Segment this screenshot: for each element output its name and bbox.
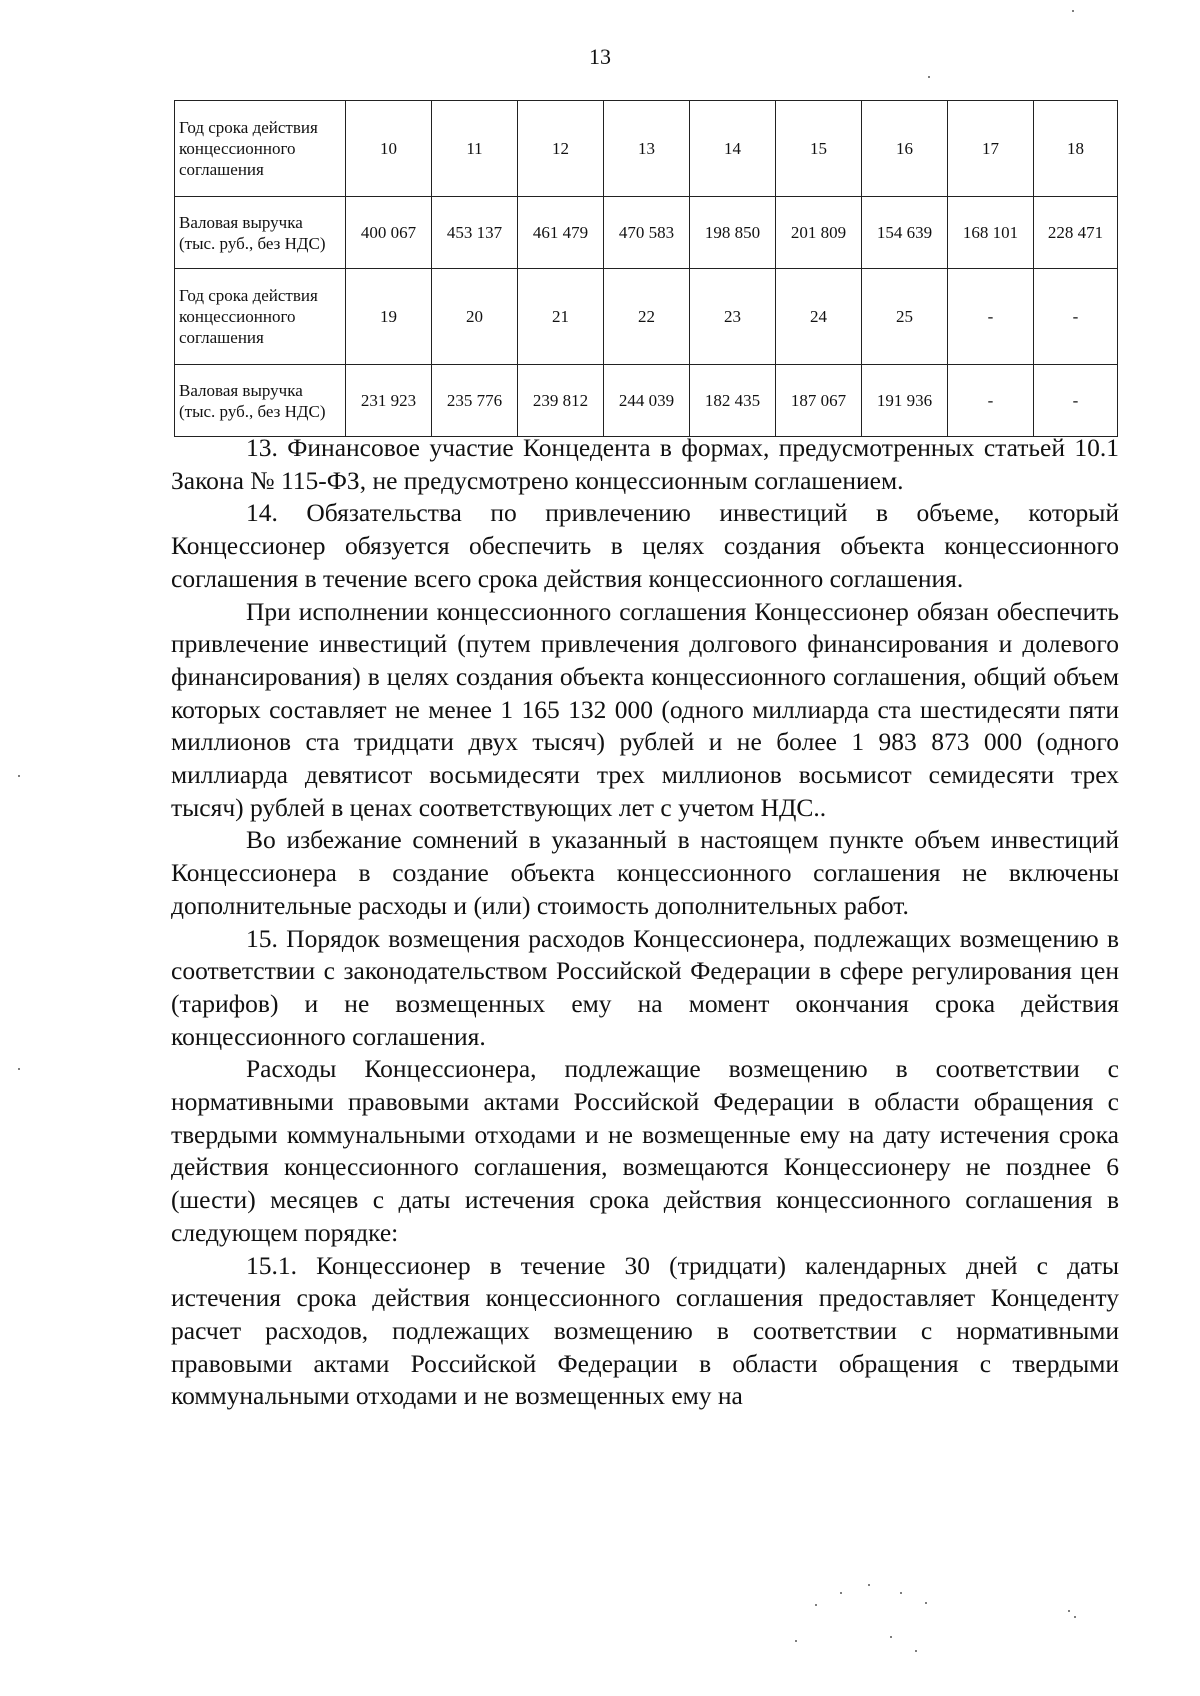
table-cell: 168 101 <box>948 197 1034 269</box>
table-cell: - <box>948 269 1034 365</box>
row-label-revenue: Валовая выручка (тыс. руб., без НДС) <box>175 365 346 437</box>
table-cell: 470 583 <box>604 197 690 269</box>
revenue-table <box>174 100 1118 437</box>
table-cell: 187 067 <box>776 365 862 437</box>
table-cell: 400 067 <box>346 197 432 269</box>
table-cell: 13 <box>604 101 690 197</box>
paragraph-13: 13. Финансовое участие Концедента в формах, предусмотренных статьей 10.1 Закона № 115-ФЗ, не предусмотрено концессионным соглашением. <box>171 433 1119 495</box>
paragraph-15: 15. Порядок возмещения расходов Концессионера, подлежащих возмещению в соответствии с законодательством Российской Федерации в сфере регулирования цен (тарифов) и не возмещенных ему на момент окончания срока действия концессионного соглашения. <box>171 923 1119 1051</box>
table-cell: 154 639 <box>862 197 948 269</box>
table-cell: - <box>948 365 1034 437</box>
table-cell: 22 <box>604 269 690 365</box>
paragraph-14: 14. Обязательства по привлечению инвестиций в объеме, который Концессионер обязуется обеспечить в целях создания объекта концессионного соглашения в течение всего срока действия концессионного соглашения. <box>171 498 1119 593</box>
table-row-revenue-1 <box>175 197 1118 269</box>
table-cell: 23 <box>690 269 776 365</box>
table-cell: 16 <box>862 101 948 197</box>
table-cell: 25 <box>862 269 948 365</box>
row-label-revenue: Валовая выручка (тыс. руб., без НДС) <box>175 197 346 269</box>
table-cell: 18 <box>1034 101 1118 197</box>
paragraph-expenses: Расходы Концессионера, подлежащие возмещению в соответствии с нормативными правовыми актами Российской Федерации в области обращения с твердыми коммунальными отходами и не возмещенные ему на дату истечения срока действия концессионного соглашения, возмещаются Концессионеру не позднее 6 (шести) месяцев с даты истечения срока действия концессионного соглашения в следующем порядке: <box>171 1054 1119 1247</box>
table-cell: 235 776 <box>432 365 518 437</box>
table-cell: 231 923 <box>346 365 432 437</box>
table-cell: 24 <box>776 269 862 365</box>
table-cell: 201 809 <box>776 197 862 269</box>
table-cell: 239 812 <box>518 365 604 437</box>
table-cell: 19 <box>346 269 432 365</box>
table-cell: 12 <box>518 101 604 197</box>
table-cell: 21 <box>518 269 604 365</box>
table-cell: 461 479 <box>518 197 604 269</box>
table-cell: - <box>1034 365 1118 437</box>
row-label-year: Год срока действия концессионного соглашения <box>175 269 346 365</box>
table-cell: 182 435 <box>690 365 776 437</box>
table-cell: - <box>1034 269 1118 365</box>
paragraph-exclusions: Во избежание сомнений в указанный в настоящем пункте объем инвестиций Концессионера в создание объекта концессионного соглашения не включены дополнительные расходы и (или) стоимость дополнительных работ. <box>171 825 1119 920</box>
paragraph-investments: При исполнении концессионного соглашения Концессионер обязан обеспечить привлечение инвестиций (путем привлечения долгового финансирования и долевого финансирования) в целях создания объекта концессионного соглашения, общий объем которых составляет не менее 1 165 132 000 (одного миллиарда ста шестидесяти пяти миллионов ста тридцати двух тысяч) рублей и не более 1 983 873 000 (одного миллиарда девятисот восьмидесяти трех миллионов восьмисот семидесяти трех тысяч) рублей в ценах соответствующих лет с учетом НДС.. <box>171 596 1119 822</box>
table-cell: 14 <box>690 101 776 197</box>
table-cell: 15 <box>776 101 862 197</box>
table-cell: 453 137 <box>432 197 518 269</box>
page-number: 13 <box>589 44 611 69</box>
table-row-years-2 <box>175 269 1118 365</box>
table-cell: 17 <box>948 101 1034 197</box>
table-row-revenue-2 <box>175 365 1118 437</box>
table-cell: 191 936 <box>862 365 948 437</box>
row-label-year: Год срока действия концессионного соглашения <box>175 101 346 197</box>
table-cell: 11 <box>432 101 518 197</box>
table-cell: 228 471 <box>1034 197 1118 269</box>
paragraph-15-1: 15.1. Концессионер в течение 30 (тридцати) календарных дней с даты истечения срока действия концессионного соглашения предоставляет Концеденту расчет расходов, подлежащих возмещению в соответствии с нормативными правовыми актами Российской Федерации в области обращения с твердыми коммунальными отходами и не возмещенных ему на <box>171 1250 1119 1411</box>
table-cell: 198 850 <box>690 197 776 269</box>
table-cell: 244 039 <box>604 365 690 437</box>
table-row-years-1 <box>175 101 1118 197</box>
table-cell: 20 <box>432 269 518 365</box>
table-cell: 10 <box>346 101 432 197</box>
body-text <box>171 432 1119 1413</box>
